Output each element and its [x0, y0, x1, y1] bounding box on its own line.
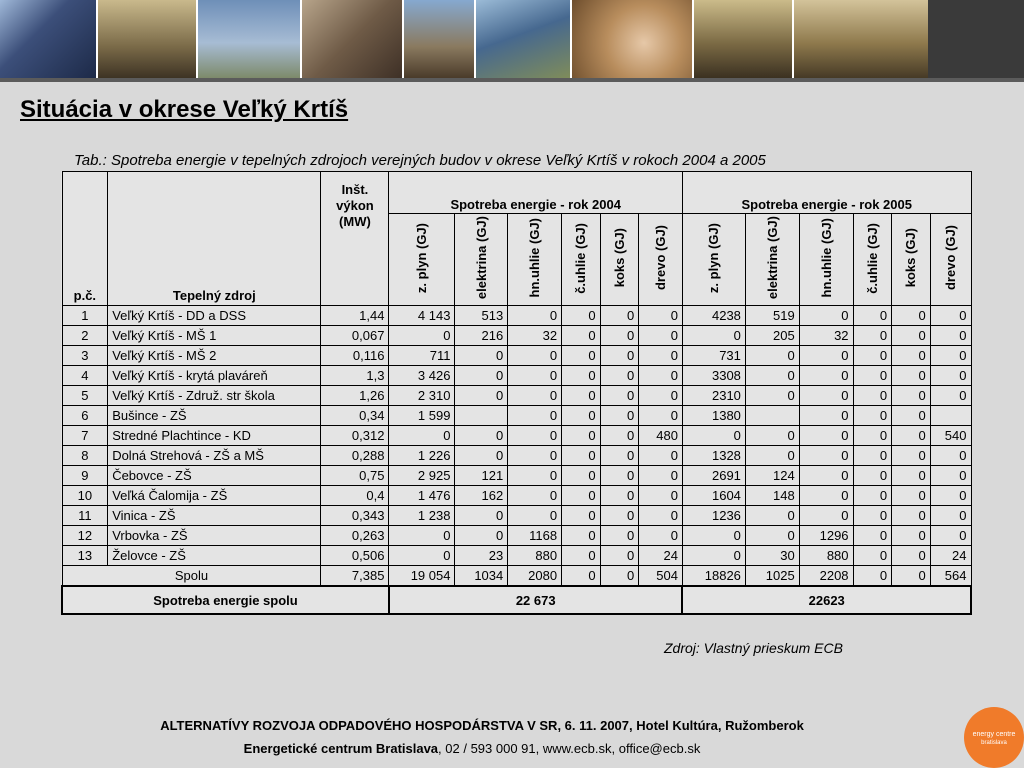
row-2004-value: 162 — [455, 486, 508, 506]
row-2004-value: 0 — [455, 446, 508, 466]
row-2005-value: 0 — [892, 326, 931, 346]
row-2005-value: 0 — [853, 326, 892, 346]
sum-2004-value: 1034 — [455, 566, 508, 587]
row-2005-value: 0 — [930, 346, 971, 366]
row-2004-value: 0 — [389, 426, 455, 446]
row-2004-value — [455, 406, 508, 426]
row-2004-value: 0 — [508, 346, 562, 366]
row-number: 6 — [62, 406, 108, 426]
row-2004-value: 0 — [639, 386, 683, 406]
banner-photo-boiler-room-3 — [794, 0, 928, 78]
row-power-mw: 0,288 — [321, 446, 389, 466]
row-2004-value: 2 925 — [389, 466, 455, 486]
sum-2004-value: 0 — [562, 566, 601, 587]
row-power-mw: 0,75 — [321, 466, 389, 486]
sum-2005-value: 18826 — [682, 566, 745, 587]
row-2005-value: 0 — [892, 406, 931, 426]
row-2005-value: 0 — [930, 526, 971, 546]
row-source-name: Veľký Krtíš - MŠ 2 — [108, 346, 321, 366]
row-2005-value: 0 — [682, 526, 745, 546]
row-source-name: Bušince - ZŠ — [108, 406, 321, 426]
footer-org: Energetické centrum Bratislava — [243, 741, 439, 756]
row-source-name: Dolná Strehová - ZŠ a MŠ — [108, 446, 321, 466]
row-2005-value: 0 — [892, 386, 931, 406]
footer-contact — [0, 741, 944, 756]
sum-2004-value: 504 — [639, 566, 683, 587]
banner-photo-solar-panels — [0, 0, 98, 78]
row-2005-value: 0 — [892, 526, 931, 546]
photo-banner — [0, 0, 1024, 78]
row-2004-value: 0 — [455, 526, 508, 546]
row-2004-value: 0 — [600, 506, 639, 526]
row-2005-value: 0 — [745, 446, 799, 466]
row-power-mw: 0,34 — [321, 406, 389, 426]
row-2004-value: 0 — [562, 466, 601, 486]
row-2004-value: 0 — [508, 306, 562, 326]
sum-2004-value: 2080 — [508, 566, 562, 587]
row-2004-value: 0 — [455, 366, 508, 386]
row-power-mw: 1,44 — [321, 306, 389, 326]
row-2005-value: 4238 — [682, 306, 745, 326]
sum-2005-value: 2208 — [799, 566, 853, 587]
header-pc: p.č. — [62, 172, 108, 306]
header-power-line3: (MW) — [339, 214, 371, 229]
row-2005-value: 0 — [853, 486, 892, 506]
row-2005-value: 1604 — [682, 486, 745, 506]
row-2005-value: 519 — [745, 306, 799, 326]
row-power-mw: 0,4 — [321, 486, 389, 506]
row-2005-value: 0 — [799, 306, 853, 326]
row-2005-value: 0 — [892, 346, 931, 366]
header-2004-brown-coal: hn.uhlie (GJ) — [508, 214, 562, 306]
row-2004-value: 0 — [562, 506, 601, 526]
row-power-mw: 0,067 — [321, 326, 389, 346]
row-power-mw: 0,116 — [321, 346, 389, 366]
row-number: 8 — [62, 446, 108, 466]
row-2004-value: 23 — [455, 546, 508, 566]
row-2004-value: 0 — [562, 306, 601, 326]
banner-photo-solar-roof — [476, 0, 572, 78]
table-caption: Tab.: Spotreba energie v tepelných zdrojoch verejných budov v okrese Veľký Krtíš v rokoch 2004 a 2005 — [74, 152, 766, 169]
header-power-line2: výkon — [336, 198, 374, 213]
row-2004-value: 0 — [639, 326, 683, 346]
row-2005-value: 0 — [745, 506, 799, 526]
row-2004-value: 0 — [562, 326, 601, 346]
row-number: 11 — [62, 506, 108, 526]
row-2005-value: 0 — [853, 426, 892, 446]
row-number: 5 — [62, 386, 108, 406]
row-2004-value: 513 — [455, 306, 508, 326]
row-2004-value: 0 — [389, 546, 455, 566]
row-2004-value: 3 426 — [389, 366, 455, 386]
row-2005-value: 0 — [682, 426, 745, 446]
row-2005-value: 0 — [892, 446, 931, 466]
banner-photo-wood-logs — [302, 0, 404, 78]
row-2005-value: 0 — [892, 506, 931, 526]
header-2005-electricity: elektrina (GJ) — [745, 214, 799, 306]
row-2004-value: 0 — [508, 426, 562, 446]
row-2005-value: 0 — [930, 326, 971, 346]
row-2004-value: 0 — [562, 406, 601, 426]
banner-photo-boiler-room-2 — [694, 0, 794, 78]
row-2005-value: 0 — [930, 386, 971, 406]
row-source-name: Veľký Krtíš - Združ. str škola — [108, 386, 321, 406]
row-2005-value: 0 — [682, 326, 745, 346]
energy-table-summary — [62, 566, 971, 615]
row-2004-value: 0 — [508, 366, 562, 386]
row-2005-value: 0 — [930, 366, 971, 386]
row-source-name: Veľký Krtíš - DD a DSS — [108, 306, 321, 326]
row-2005-value: 0 — [853, 466, 892, 486]
row-2004-value: 0 — [600, 426, 639, 446]
table-row — [62, 446, 971, 466]
row-2005-value: 0 — [745, 386, 799, 406]
table-row — [62, 366, 971, 386]
row-source-name: Želovce - ZŠ — [108, 546, 321, 566]
table-row — [62, 506, 971, 526]
row-2004-value: 0 — [600, 486, 639, 506]
header-heat-source: Tepelný zdroj — [108, 172, 321, 306]
row-2004-value: 0 — [639, 466, 683, 486]
footer-conference: ALTERNATÍVY ROZVOJA ODPADOVÉHO HOSPODÁRSTVA V SR, 6. 11. 2007, Hotel Kultúra, Ružomberok — [160, 718, 804, 733]
table-row — [62, 406, 971, 426]
row-2005-value: 0 — [930, 306, 971, 326]
row-number: 2 — [62, 326, 108, 346]
row-2005-value: 30 — [745, 546, 799, 566]
row-2005-value: 731 — [682, 346, 745, 366]
row-2005-value: 0 — [892, 366, 931, 386]
row-2005-value: 1236 — [682, 506, 745, 526]
header-2004-wood: drevo (GJ) — [639, 214, 683, 306]
row-2004-value: 0 — [600, 386, 639, 406]
row-2004-value: 0 — [562, 346, 601, 366]
row-2005-value: 0 — [745, 366, 799, 386]
row-power-mw: 0,506 — [321, 546, 389, 566]
total-2005: 22623 — [682, 586, 971, 614]
row-number: 3 — [62, 346, 108, 366]
sum-label: Spolu — [62, 566, 321, 587]
row-2004-value: 32 — [508, 326, 562, 346]
row-2004-value: 4 143 — [389, 306, 455, 326]
row-2004-value: 216 — [455, 326, 508, 346]
row-2005-value: 1296 — [799, 526, 853, 546]
row-2004-value: 480 — [639, 426, 683, 446]
sum-2005-value: 564 — [930, 566, 971, 587]
row-2005-value: 124 — [745, 466, 799, 486]
row-2004-value: 1 599 — [389, 406, 455, 426]
table-row — [62, 326, 971, 346]
header-2004-coke: koks (GJ) — [600, 214, 639, 306]
row-2005-value: 205 — [745, 326, 799, 346]
row-2004-value: 0 — [600, 306, 639, 326]
row-number: 4 — [62, 366, 108, 386]
table-row — [62, 426, 971, 446]
row-2004-value: 0 — [455, 346, 508, 366]
row-source-name: Veľká Čalomija - ZŠ — [108, 486, 321, 506]
row-2005-value: 0 — [853, 446, 892, 466]
row-2005-value: 0 — [892, 486, 931, 506]
row-2005-value: 0 — [799, 466, 853, 486]
source-note: Zdroj: Vlastný prieskum ECB — [664, 640, 843, 656]
row-2004-value: 0 — [508, 386, 562, 406]
row-2004-value: 0 — [600, 326, 639, 346]
sum-2005-value: 1025 — [745, 566, 799, 587]
sum-mw: 7,385 — [321, 566, 389, 587]
row-2005-value: 0 — [745, 426, 799, 446]
header-2004-black-coal: č.uhlie (GJ) — [562, 214, 601, 306]
row-2004-value: 0 — [562, 526, 601, 546]
row-2005-value: 1328 — [682, 446, 745, 466]
sum-row — [62, 566, 971, 587]
row-2004-value: 0 — [508, 506, 562, 526]
row-source-name: Stredné Plachtince - KD — [108, 426, 321, 446]
row-2004-value: 0 — [639, 446, 683, 466]
row-2005-value: 0 — [799, 486, 853, 506]
row-2005-value: 0 — [930, 506, 971, 526]
banner-divider — [0, 78, 1024, 82]
row-2004-value: 1 226 — [389, 446, 455, 466]
table-row — [62, 386, 971, 406]
row-2004-value: 121 — [455, 466, 508, 486]
row-2004-value: 0 — [600, 366, 639, 386]
row-2004-value: 0 — [389, 526, 455, 546]
logo-text: energy centre bratislava — [972, 731, 1016, 746]
row-2005-value: 540 — [930, 426, 971, 446]
header-2005-wood: drevo (GJ) — [930, 214, 971, 306]
row-2004-value: 0 — [600, 526, 639, 546]
row-2005-value: 0 — [892, 466, 931, 486]
header-2005-black-coal: č.uhlie (GJ) — [853, 214, 892, 306]
row-source-name: Vrbovka - ZŠ — [108, 526, 321, 546]
table-row — [62, 466, 971, 486]
table-row — [62, 526, 971, 546]
row-2005-value: 0 — [799, 446, 853, 466]
row-2004-value: 1168 — [508, 526, 562, 546]
sum-2005-value: 0 — [892, 566, 931, 587]
row-2004-value: 0 — [639, 526, 683, 546]
table-row — [62, 486, 971, 506]
row-2004-value: 0 — [600, 406, 639, 426]
energy-table — [61, 171, 972, 615]
row-number: 7 — [62, 426, 108, 446]
row-2004-value: 0 — [600, 546, 639, 566]
header-2005-coke: koks (GJ) — [892, 214, 931, 306]
header-group-2005: Spotreba energie - rok 2005 — [682, 172, 971, 214]
row-2004-value: 0 — [389, 326, 455, 346]
row-2004-value: 24 — [639, 546, 683, 566]
row-2005-value: 0 — [682, 546, 745, 566]
row-2004-value: 0 — [639, 486, 683, 506]
row-2005-value — [930, 406, 971, 426]
row-2005-value: 24 — [930, 546, 971, 566]
row-2005-value: 880 — [799, 546, 853, 566]
row-2005-value — [745, 406, 799, 426]
row-2004-value: 0 — [455, 426, 508, 446]
energy-table-container — [61, 171, 972, 641]
row-2005-value: 32 — [799, 326, 853, 346]
total-row — [62, 586, 971, 614]
row-2005-value: 0 — [799, 406, 853, 426]
row-2004-value: 0 — [639, 406, 683, 426]
row-2004-value: 0 — [562, 446, 601, 466]
row-source-name: Veľký Krtíš - krytá plaváreň — [108, 366, 321, 386]
sum-2005-value: 0 — [853, 566, 892, 587]
row-2004-value: 0 — [562, 366, 601, 386]
row-source-name: Veľký Krtíš - MŠ 1 — [108, 326, 321, 346]
row-2005-value: 3308 — [682, 366, 745, 386]
banner-photo-wood-pellets — [572, 0, 694, 78]
row-2005-value: 2691 — [682, 466, 745, 486]
banner-photo-industrial-plant — [404, 0, 476, 78]
row-2005-value: 0 — [853, 346, 892, 366]
row-2004-value: 0 — [639, 306, 683, 326]
row-2005-value: 0 — [745, 346, 799, 366]
row-2004-value: 0 — [455, 386, 508, 406]
header-power-line1: Inšt. — [341, 182, 369, 197]
row-2004-value: 0 — [639, 366, 683, 386]
row-2005-value: 0 — [745, 526, 799, 546]
header-group-2004: Spotreba energie - rok 2004 — [389, 172, 683, 214]
row-2005-value: 0 — [930, 466, 971, 486]
sum-2004-value: 0 — [600, 566, 639, 587]
energy-table-body — [62, 306, 971, 566]
header-2004-electricity: elektrina (GJ) — [455, 214, 508, 306]
row-2004-value: 0 — [562, 386, 601, 406]
row-2004-value: 2 310 — [389, 386, 455, 406]
row-power-mw: 1,3 — [321, 366, 389, 386]
row-2004-value: 0 — [600, 446, 639, 466]
row-2004-value: 0 — [600, 346, 639, 366]
row-2005-value: 0 — [853, 406, 892, 426]
row-number: 13 — [62, 546, 108, 566]
row-2004-value: 711 — [389, 346, 455, 366]
row-2005-value: 0 — [892, 546, 931, 566]
row-2004-value: 0 — [508, 486, 562, 506]
row-2005-value: 0 — [930, 446, 971, 466]
row-2005-value: 148 — [745, 486, 799, 506]
row-2005-value: 0 — [892, 426, 931, 446]
row-2005-value: 0 — [853, 386, 892, 406]
row-2004-value: 0 — [508, 446, 562, 466]
row-2005-value: 0 — [853, 306, 892, 326]
footer-contact-details: , 02 / 593 000 91, www.ecb.sk, office@ecb.sk — [438, 741, 701, 756]
row-number: 9 — [62, 466, 108, 486]
row-source-name: Čebovce - ZŠ — [108, 466, 321, 486]
row-2005-value: 0 — [930, 486, 971, 506]
row-2005-value: 0 — [892, 306, 931, 326]
row-2004-value: 0 — [639, 506, 683, 526]
row-2005-value: 0 — [799, 506, 853, 526]
row-2004-value: 0 — [562, 426, 601, 446]
row-2005-value: 0 — [799, 426, 853, 446]
row-2004-value: 1 476 — [389, 486, 455, 506]
ecb-logo — [964, 707, 1024, 768]
banner-photo-boiler-room — [98, 0, 198, 78]
row-2004-value: 0 — [562, 486, 601, 506]
row-2005-value: 0 — [799, 366, 853, 386]
row-2005-value: 0 — [853, 366, 892, 386]
row-2004-value: 0 — [508, 406, 562, 426]
page-title: Situácia v okrese Veľký Krtíš — [20, 96, 349, 123]
row-number: 10 — [62, 486, 108, 506]
total-2004: 22 673 — [389, 586, 683, 614]
total-label: Spotreba energie spolu — [62, 586, 389, 614]
row-number: 12 — [62, 526, 108, 546]
row-2004-value: 0 — [562, 546, 601, 566]
table-row — [62, 306, 971, 326]
row-source-name: Vinica - ZŠ — [108, 506, 321, 526]
row-2004-value: 0 — [639, 346, 683, 366]
row-2005-value: 0 — [853, 526, 892, 546]
header-2005-brown-coal: hn.uhlie (GJ) — [799, 214, 853, 306]
banner-photo-wind-turbines — [198, 0, 302, 78]
table-row — [62, 546, 971, 566]
row-power-mw: 0,312 — [321, 426, 389, 446]
row-2005-value: 0 — [799, 346, 853, 366]
row-2004-value: 0 — [455, 506, 508, 526]
table-row — [62, 346, 971, 366]
row-2005-value: 1380 — [682, 406, 745, 426]
row-2005-value: 0 — [853, 506, 892, 526]
row-2005-value: 2310 — [682, 386, 745, 406]
row-2005-value: 0 — [853, 546, 892, 566]
row-2004-value: 880 — [508, 546, 562, 566]
row-power-mw: 0,263 — [321, 526, 389, 546]
row-number: 1 — [62, 306, 108, 326]
header-2004-gas: z. plyn (GJ) — [389, 214, 455, 306]
sum-2004-value: 19 054 — [389, 566, 455, 587]
row-2004-value: 1 238 — [389, 506, 455, 526]
row-2005-value: 0 — [799, 386, 853, 406]
row-2004-value: 0 — [600, 466, 639, 486]
row-2004-value: 0 — [508, 466, 562, 486]
header-installed-power — [321, 172, 389, 306]
row-power-mw: 0,343 — [321, 506, 389, 526]
header-2005-gas: z. plyn (GJ) — [682, 214, 745, 306]
row-power-mw: 1,26 — [321, 386, 389, 406]
